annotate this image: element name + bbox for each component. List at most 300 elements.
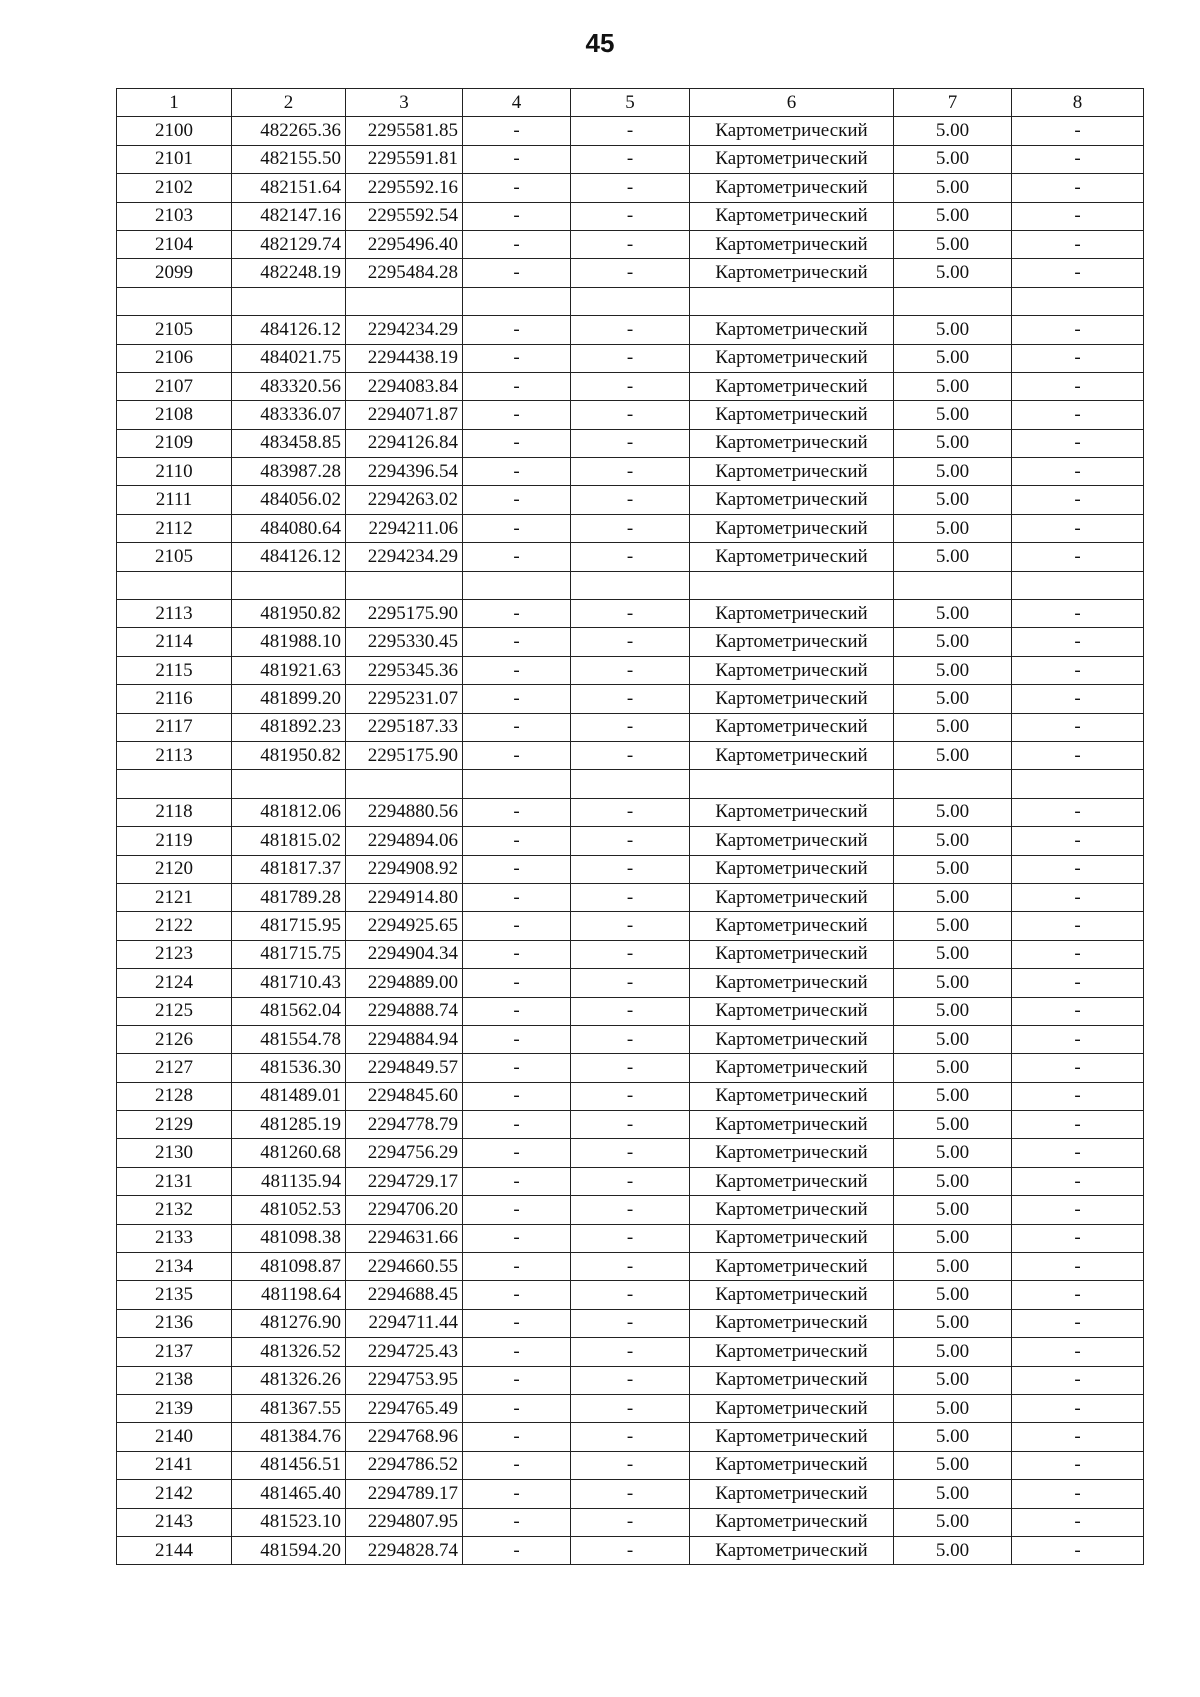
method-cell: Картометрический — [690, 1224, 894, 1252]
table-row — [117, 940, 1144, 968]
x-coordinate-cell: 481198.64 — [232, 1281, 346, 1309]
col8-cell: - — [1012, 401, 1144, 429]
col5-cell: - — [571, 1139, 690, 1167]
col8-cell: - — [1012, 600, 1144, 628]
col4-cell: - — [463, 117, 571, 145]
col4-cell: - — [463, 458, 571, 486]
method-cell: Картометрический — [690, 940, 894, 968]
col4-cell: - — [463, 429, 571, 457]
point-number-cell: 2139 — [117, 1394, 232, 1422]
col8-cell: - — [1012, 1111, 1144, 1139]
y-coordinate-cell: 2294071.87 — [346, 401, 463, 429]
header-cell: 6 — [690, 89, 894, 117]
col4-cell: - — [463, 997, 571, 1025]
x-coordinate-cell: 481715.75 — [232, 940, 346, 968]
table-row — [117, 969, 1144, 997]
col5-cell: - — [571, 117, 690, 145]
col8-cell: - — [1012, 429, 1144, 457]
point-number-cell: 2129 — [117, 1111, 232, 1139]
x-coordinate-cell: 481523.10 — [232, 1508, 346, 1536]
col8-cell: - — [1012, 117, 1144, 145]
x-coordinate-cell: 481815.02 — [232, 827, 346, 855]
precision-cell: 5.00 — [894, 259, 1012, 287]
point-number-cell: 2117 — [117, 713, 232, 741]
col4-cell: - — [463, 1082, 571, 1110]
table-row — [117, 316, 1144, 344]
col8-cell: - — [1012, 1253, 1144, 1281]
table-row — [117, 372, 1144, 400]
x-coordinate-cell: 482155.50 — [232, 145, 346, 173]
y-coordinate-cell: 2294880.56 — [346, 798, 463, 826]
col4-cell: - — [463, 1366, 571, 1394]
header-row — [117, 89, 1144, 117]
y-coordinate-cell: 2294631.66 — [346, 1224, 463, 1252]
method-cell: Картометрический — [690, 741, 894, 769]
table-row — [117, 1536, 1144, 1564]
method-cell: Картометрический — [690, 798, 894, 826]
table-row — [117, 1423, 1144, 1451]
precision-cell: 5.00 — [894, 230, 1012, 258]
y-coordinate-cell: 2294807.95 — [346, 1508, 463, 1536]
col4-cell: - — [463, 1480, 571, 1508]
point-number-cell: 2121 — [117, 883, 232, 911]
col5-cell: - — [571, 798, 690, 826]
empty-cell — [894, 571, 1012, 599]
x-coordinate-cell: 484056.02 — [232, 486, 346, 514]
precision-cell: 5.00 — [894, 486, 1012, 514]
table-row — [117, 486, 1144, 514]
table-row — [117, 458, 1144, 486]
point-number-cell: 2140 — [117, 1423, 232, 1451]
point-number-cell: 2133 — [117, 1224, 232, 1252]
point-number-cell: 2114 — [117, 628, 232, 656]
empty-cell — [117, 770, 232, 798]
table-body — [117, 117, 1144, 1565]
method-cell: Картометрический — [690, 1451, 894, 1479]
method-cell: Картометрический — [690, 1054, 894, 1082]
col4-cell: - — [463, 685, 571, 713]
table-row — [117, 1480, 1144, 1508]
col8-cell: - — [1012, 514, 1144, 542]
table-row — [117, 1338, 1144, 1366]
col5-cell: - — [571, 1508, 690, 1536]
table-row — [117, 1139, 1144, 1167]
method-cell: Картометрический — [690, 1139, 894, 1167]
col5-cell: - — [571, 1082, 690, 1110]
empty-cell — [232, 287, 346, 315]
table-row — [117, 1167, 1144, 1195]
table-row — [117, 1253, 1144, 1281]
x-coordinate-cell: 481326.52 — [232, 1338, 346, 1366]
method-cell: Картометрический — [690, 1082, 894, 1110]
table-row — [117, 628, 1144, 656]
y-coordinate-cell: 2295581.85 — [346, 117, 463, 145]
method-cell: Картометрический — [690, 259, 894, 287]
precision-cell: 5.00 — [894, 656, 1012, 684]
col4-cell: - — [463, 486, 571, 514]
empty-cell — [463, 571, 571, 599]
y-coordinate-cell: 2294725.43 — [346, 1338, 463, 1366]
col4-cell: - — [463, 713, 571, 741]
col8-cell: - — [1012, 1224, 1144, 1252]
empty-cell — [1012, 571, 1144, 599]
precision-cell: 5.00 — [894, 827, 1012, 855]
precision-cell: 5.00 — [894, 1196, 1012, 1224]
point-number-cell: 2141 — [117, 1451, 232, 1479]
point-number-cell: 2110 — [117, 458, 232, 486]
col5-cell: - — [571, 600, 690, 628]
point-number-cell: 2125 — [117, 997, 232, 1025]
x-coordinate-cell: 482248.19 — [232, 259, 346, 287]
precision-cell: 5.00 — [894, 855, 1012, 883]
x-coordinate-cell: 481812.06 — [232, 798, 346, 826]
method-cell: Картометрический — [690, 174, 894, 202]
col5-cell: - — [571, 202, 690, 230]
col5-cell: - — [571, 1366, 690, 1394]
precision-cell: 5.00 — [894, 1253, 1012, 1281]
y-coordinate-cell: 2295330.45 — [346, 628, 463, 656]
method-cell: Картометрический — [690, 1423, 894, 1451]
empty-cell — [1012, 287, 1144, 315]
point-number-cell: 2123 — [117, 940, 232, 968]
table-row — [117, 429, 1144, 457]
col8-cell: - — [1012, 316, 1144, 344]
table-row — [117, 741, 1144, 769]
x-coordinate-cell: 482265.36 — [232, 117, 346, 145]
col4-cell: - — [463, 628, 571, 656]
col8-cell: - — [1012, 997, 1144, 1025]
y-coordinate-cell: 2294756.29 — [346, 1139, 463, 1167]
col5-cell: - — [571, 1451, 690, 1479]
table-row — [117, 1281, 1144, 1309]
point-number-cell: 2126 — [117, 1025, 232, 1053]
col4-cell: - — [463, 372, 571, 400]
table-row — [117, 174, 1144, 202]
point-number-cell: 2135 — [117, 1281, 232, 1309]
empty-cell — [232, 770, 346, 798]
col4-cell: - — [463, 600, 571, 628]
point-number-cell: 2120 — [117, 855, 232, 883]
empty-cell — [690, 770, 894, 798]
precision-cell: 5.00 — [894, 1480, 1012, 1508]
col5-cell: - — [571, 174, 690, 202]
precision-cell: 5.00 — [894, 1025, 1012, 1053]
x-coordinate-cell: 481465.40 — [232, 1480, 346, 1508]
header-cell: 8 — [1012, 89, 1144, 117]
col5-cell: - — [571, 259, 690, 287]
precision-cell: 5.00 — [894, 997, 1012, 1025]
point-number-cell: 2113 — [117, 741, 232, 769]
col8-cell: - — [1012, 230, 1144, 258]
empty-cell — [117, 287, 232, 315]
col5-cell: - — [571, 940, 690, 968]
x-coordinate-cell: 481135.94 — [232, 1167, 346, 1195]
col8-cell: - — [1012, 628, 1144, 656]
table-row — [117, 1025, 1144, 1053]
method-cell: Картометрический — [690, 458, 894, 486]
col5-cell: - — [571, 1111, 690, 1139]
precision-cell: 5.00 — [894, 174, 1012, 202]
y-coordinate-cell: 2294765.49 — [346, 1394, 463, 1422]
y-coordinate-cell: 2294711.44 — [346, 1309, 463, 1337]
y-coordinate-cell: 2294234.29 — [346, 543, 463, 571]
point-number-cell: 2128 — [117, 1082, 232, 1110]
col4-cell: - — [463, 1196, 571, 1224]
col8-cell: - — [1012, 344, 1144, 372]
precision-cell: 5.00 — [894, 401, 1012, 429]
y-coordinate-cell: 2294083.84 — [346, 372, 463, 400]
col4-cell: - — [463, 912, 571, 940]
point-number-cell: 2142 — [117, 1480, 232, 1508]
x-coordinate-cell: 481260.68 — [232, 1139, 346, 1167]
x-coordinate-cell: 481950.82 — [232, 600, 346, 628]
col8-cell: - — [1012, 883, 1144, 911]
precision-cell: 5.00 — [894, 798, 1012, 826]
col5-cell: - — [571, 543, 690, 571]
precision-cell: 5.00 — [894, 741, 1012, 769]
col8-cell: - — [1012, 372, 1144, 400]
y-coordinate-cell: 2294126.84 — [346, 429, 463, 457]
col4-cell: - — [463, 855, 571, 883]
col4-cell: - — [463, 145, 571, 173]
method-cell: Картометрический — [690, 1508, 894, 1536]
col5-cell: - — [571, 458, 690, 486]
y-coordinate-cell: 2295345.36 — [346, 656, 463, 684]
point-number-cell: 2100 — [117, 117, 232, 145]
col4-cell: - — [463, 1054, 571, 1082]
point-number-cell: 2113 — [117, 600, 232, 628]
x-coordinate-cell: 481326.26 — [232, 1366, 346, 1394]
x-coordinate-cell: 481052.53 — [232, 1196, 346, 1224]
x-coordinate-cell: 483320.56 — [232, 372, 346, 400]
method-cell: Картометрический — [690, 1338, 894, 1366]
x-coordinate-cell: 482147.16 — [232, 202, 346, 230]
col8-cell: - — [1012, 827, 1144, 855]
method-cell: Картометрический — [690, 855, 894, 883]
page-number: 45 — [585, 28, 615, 58]
y-coordinate-cell: 2294908.92 — [346, 855, 463, 883]
col5-cell: - — [571, 656, 690, 684]
col5-cell: - — [571, 685, 690, 713]
method-cell: Картометрический — [690, 628, 894, 656]
col4-cell: - — [463, 1025, 571, 1053]
method-cell: Картометрический — [690, 1480, 894, 1508]
col4-cell: - — [463, 827, 571, 855]
point-number-cell: 2116 — [117, 685, 232, 713]
precision-cell: 5.00 — [894, 1508, 1012, 1536]
col4-cell: - — [463, 1423, 571, 1451]
method-cell: Картометрический — [690, 316, 894, 344]
point-number-cell: 2130 — [117, 1139, 232, 1167]
table-row — [117, 685, 1144, 713]
table-row — [117, 656, 1144, 684]
method-cell: Картометрический — [690, 486, 894, 514]
precision-cell: 5.00 — [894, 1139, 1012, 1167]
col8-cell: - — [1012, 855, 1144, 883]
y-coordinate-cell: 2294888.74 — [346, 997, 463, 1025]
x-coordinate-cell: 481715.95 — [232, 912, 346, 940]
x-coordinate-cell: 481988.10 — [232, 628, 346, 656]
precision-cell: 5.00 — [894, 1451, 1012, 1479]
x-coordinate-cell: 483336.07 — [232, 401, 346, 429]
col8-cell: - — [1012, 685, 1144, 713]
empty-cell — [463, 287, 571, 315]
method-cell: Картометрический — [690, 401, 894, 429]
col5-cell: - — [571, 1167, 690, 1195]
method-cell: Картометрический — [690, 685, 894, 713]
col8-cell: - — [1012, 202, 1144, 230]
col5-cell: - — [571, 997, 690, 1025]
table-row — [117, 600, 1144, 628]
col4-cell: - — [463, 1253, 571, 1281]
point-number-cell: 2111 — [117, 486, 232, 514]
table-row — [117, 117, 1144, 145]
table-row — [117, 202, 1144, 230]
y-coordinate-cell: 2294845.60 — [346, 1082, 463, 1110]
y-coordinate-cell: 2294234.29 — [346, 316, 463, 344]
table-row — [117, 1508, 1144, 1536]
col5-cell: - — [571, 372, 690, 400]
point-number-cell: 2127 — [117, 1054, 232, 1082]
col4-cell: - — [463, 1451, 571, 1479]
method-cell: Картометрический — [690, 1366, 894, 1394]
col8-cell: - — [1012, 1025, 1144, 1053]
point-number-cell: 2137 — [117, 1338, 232, 1366]
col5-cell: - — [571, 912, 690, 940]
empty-cell — [463, 770, 571, 798]
empty-cell — [690, 571, 894, 599]
x-coordinate-cell: 481899.20 — [232, 685, 346, 713]
x-coordinate-cell: 481594.20 — [232, 1536, 346, 1564]
col8-cell: - — [1012, 912, 1144, 940]
x-coordinate-cell: 484021.75 — [232, 344, 346, 372]
table-row — [117, 1309, 1144, 1337]
empty-cell — [571, 571, 690, 599]
precision-cell: 5.00 — [894, 145, 1012, 173]
method-cell: Картометрический — [690, 145, 894, 173]
precision-cell: 5.00 — [894, 1054, 1012, 1082]
col5-cell: - — [571, 429, 690, 457]
col5-cell: - — [571, 514, 690, 542]
header-cell: 3 — [346, 89, 463, 117]
precision-cell: 5.00 — [894, 117, 1012, 145]
col5-cell: - — [571, 230, 690, 258]
y-coordinate-cell: 2295175.90 — [346, 600, 463, 628]
method-cell: Картометрический — [690, 543, 894, 571]
y-coordinate-cell: 2294438.19 — [346, 344, 463, 372]
point-number-cell: 2101 — [117, 145, 232, 173]
method-cell: Картометрический — [690, 1167, 894, 1195]
col4-cell: - — [463, 401, 571, 429]
method-cell: Картометрический — [690, 514, 894, 542]
method-cell: Картометрический — [690, 1196, 894, 1224]
y-coordinate-cell: 2295592.16 — [346, 174, 463, 202]
col4-cell: - — [463, 1508, 571, 1536]
point-number-cell: 2122 — [117, 912, 232, 940]
y-coordinate-cell: 2295592.54 — [346, 202, 463, 230]
col5-cell: - — [571, 1480, 690, 1508]
col5-cell: - — [571, 486, 690, 514]
precision-cell: 5.00 — [894, 969, 1012, 997]
precision-cell: 5.00 — [894, 1082, 1012, 1110]
col8-cell: - — [1012, 969, 1144, 997]
separator-row — [117, 287, 1144, 315]
col8-cell: - — [1012, 713, 1144, 741]
table-row — [117, 1082, 1144, 1110]
empty-cell — [1012, 770, 1144, 798]
x-coordinate-cell: 481554.78 — [232, 1025, 346, 1053]
point-number-cell: 2106 — [117, 344, 232, 372]
x-coordinate-cell: 483458.85 — [232, 429, 346, 457]
method-cell: Картометрический — [690, 827, 894, 855]
precision-cell: 5.00 — [894, 912, 1012, 940]
col8-cell: - — [1012, 1082, 1144, 1110]
table-row — [117, 1224, 1144, 1252]
col8-cell: - — [1012, 656, 1144, 684]
point-number-cell: 2134 — [117, 1253, 232, 1281]
precision-cell: 5.00 — [894, 1423, 1012, 1451]
col8-cell: - — [1012, 1423, 1144, 1451]
col5-cell: - — [571, 827, 690, 855]
point-number-cell: 2132 — [117, 1196, 232, 1224]
col5-cell: - — [571, 1423, 690, 1451]
x-coordinate-cell: 481098.87 — [232, 1253, 346, 1281]
col4-cell: - — [463, 1281, 571, 1309]
empty-cell — [117, 571, 232, 599]
method-cell: Картометрический — [690, 344, 894, 372]
col4-cell: - — [463, 1394, 571, 1422]
y-coordinate-cell: 2294889.00 — [346, 969, 463, 997]
col5-cell: - — [571, 855, 690, 883]
precision-cell: 5.00 — [894, 628, 1012, 656]
col8-cell: - — [1012, 1139, 1144, 1167]
col8-cell: - — [1012, 1480, 1144, 1508]
table-row — [117, 230, 1144, 258]
point-number-cell: 2143 — [117, 1508, 232, 1536]
y-coordinate-cell: 2294211.06 — [346, 514, 463, 542]
table-row — [117, 401, 1144, 429]
table-row — [117, 1196, 1144, 1224]
col5-cell: - — [571, 344, 690, 372]
col5-cell: - — [571, 1253, 690, 1281]
col5-cell: - — [571, 1309, 690, 1337]
method-cell: Картометрический — [690, 1394, 894, 1422]
col4-cell: - — [463, 543, 571, 571]
header-cell: 5 — [571, 89, 690, 117]
col8-cell: - — [1012, 798, 1144, 826]
x-coordinate-cell: 482151.64 — [232, 174, 346, 202]
table-row — [117, 145, 1144, 173]
precision-cell: 5.00 — [894, 1309, 1012, 1337]
y-coordinate-cell: 2295591.81 — [346, 145, 463, 173]
col4-cell: - — [463, 798, 571, 826]
precision-cell: 5.00 — [894, 883, 1012, 911]
col4-cell: - — [463, 1224, 571, 1252]
point-number-cell: 2103 — [117, 202, 232, 230]
col8-cell: - — [1012, 145, 1144, 173]
precision-cell: 5.00 — [894, 940, 1012, 968]
x-coordinate-cell: 481276.90 — [232, 1309, 346, 1337]
method-cell: Картометрический — [690, 656, 894, 684]
col4-cell: - — [463, 514, 571, 542]
y-coordinate-cell: 2294706.20 — [346, 1196, 463, 1224]
separator-row — [117, 770, 1144, 798]
y-coordinate-cell: 2294786.52 — [346, 1451, 463, 1479]
col5-cell: - — [571, 1281, 690, 1309]
method-cell: Картометрический — [690, 1253, 894, 1281]
precision-cell: 5.00 — [894, 685, 1012, 713]
precision-cell: 5.00 — [894, 1281, 1012, 1309]
